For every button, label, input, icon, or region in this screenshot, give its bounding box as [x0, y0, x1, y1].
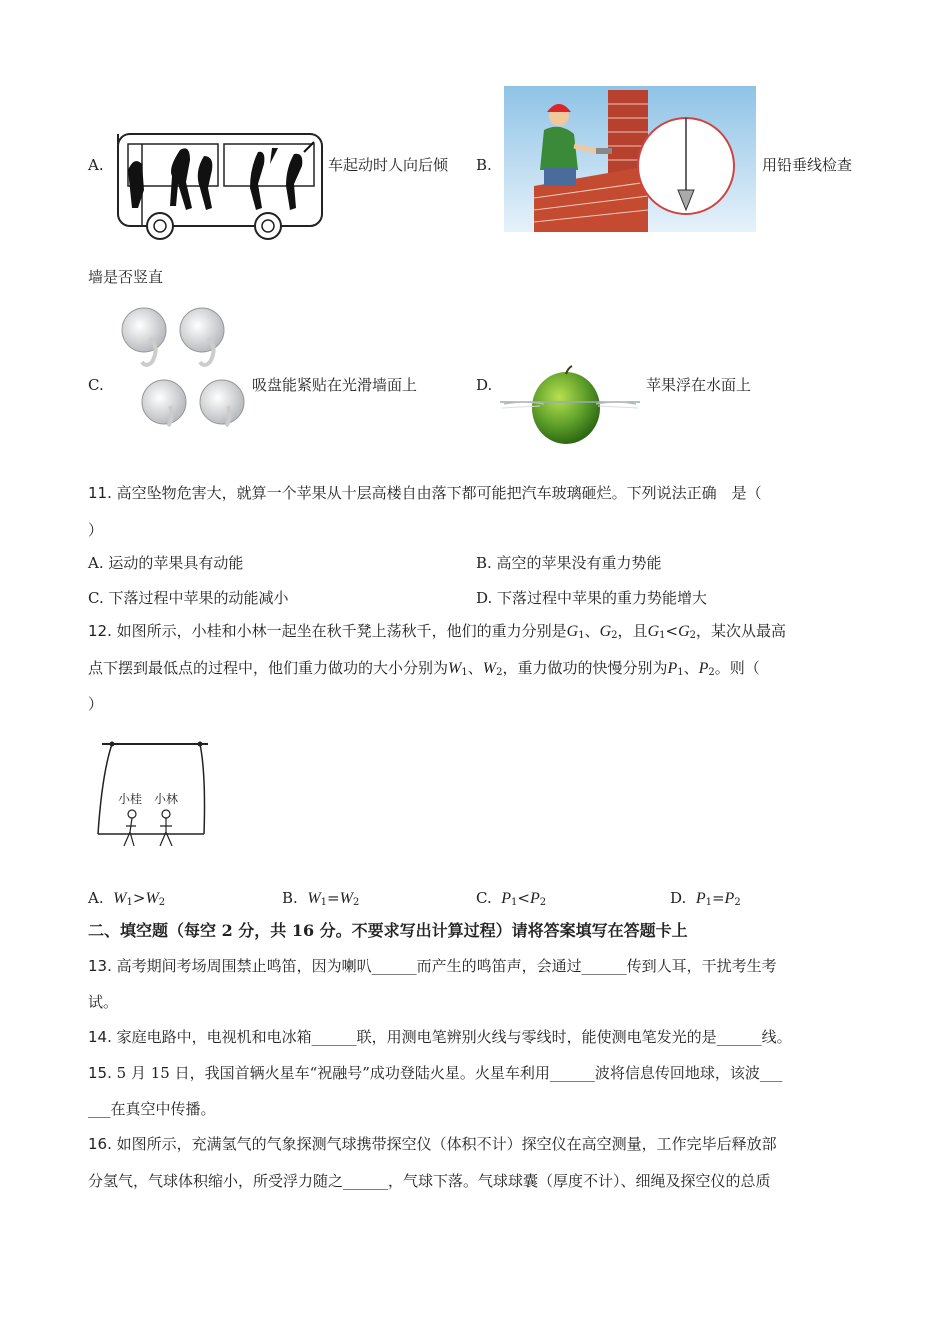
question-11-option-b: B. 高空的苹果没有重力势能: [476, 554, 662, 572]
separator: 、: [683, 659, 699, 677]
question-number: 16.: [88, 1135, 112, 1153]
question-text: 高考期间考场周围禁止鸣笛，因为喇叭______而产生的鸣笛声，会通过______传到人耳，干扰考生考: [116, 957, 777, 975]
question-16-line-1: [88, 1134, 777, 1154]
question-text: 高空坠物危害大，就算一个苹果从十层高楼自由落下都可能把汽车玻璃砸烂。下列说法正确 是（: [116, 484, 762, 502]
option-a-letter: A.: [88, 156, 104, 174]
question-number: 12.: [88, 622, 112, 640]
question-11-stem: [88, 483, 762, 503]
question-text: 如图所示，小桂和小林一起坐在秋千凳上荡秋千，他们的重力分别是: [116, 622, 567, 640]
question-12-option-a: A. $W_1>W_2$: [88, 889, 166, 908]
question-text: ，某次从最高: [696, 622, 787, 640]
question-12-line-1: 12. 如图所示，小桂和小林一起坐在秋千凳上荡秋千，他们的重力分别是$G_1$、$G_2$，且$G_1<G_2$，某次从最高: [88, 622, 787, 641]
question-12-option-c: C. $P_1<P_2$: [476, 889, 547, 908]
label-xiaolin: 小林: [154, 792, 179, 806]
option-letter: A.: [88, 889, 104, 907]
question-number: 11.: [88, 484, 112, 502]
option-c-letter: C.: [88, 376, 104, 394]
option-letter: B.: [282, 889, 298, 907]
question-text: 点下摆到最低点的过程中，他们重力做功的大小分别为: [88, 659, 449, 677]
question-11-option-a: A. 运动的苹果具有动能: [88, 554, 244, 572]
question-13-line-2: 试。: [88, 993, 119, 1011]
section-2-heading: 二、填空题（每空 2 分，共 16 分。不要求写出计算过程）请将答案填写在答题卡上: [88, 921, 688, 940]
question-11-close-paren: ）: [88, 521, 104, 539]
question-15-line-1: [88, 1063, 782, 1083]
option-b-text-continued: 墙是否竖直: [88, 268, 164, 286]
option-d-letter: D.: [476, 376, 493, 394]
question-text: ，且: [617, 622, 648, 640]
question-11-option-d: D. 下落过程中苹果的重力势能增大: [476, 589, 708, 607]
swing-figure: [96, 736, 212, 854]
option-letter: D.: [670, 889, 687, 907]
question-16-line-2: 分氢气，气球体积缩小，所受浮力随之______，气球下落。气球球囊（厚度不计）、细绳及探空仪的总质: [88, 1172, 771, 1190]
option-letter: C.: [476, 889, 492, 907]
separator: 、: [584, 622, 600, 640]
option-a-text: 车起动时人向后倾: [328, 156, 449, 174]
option-d-text: 苹果浮在水面上: [646, 376, 752, 394]
question-12-option-b: B. $W_1=W_2$: [282, 889, 360, 908]
bus-illustration: [108, 130, 328, 242]
question-13-line-1: [88, 956, 777, 976]
option-b-text: 用铅垂线检查: [762, 156, 853, 174]
question-14-line-1: [88, 1027, 792, 1047]
question-12-close-paren: ）: [88, 695, 104, 713]
question-text: 5 月 15 日，我国首辆火星车“祝融号”成功登陆火星。火星车利用______波将信息传回地球，该波___: [116, 1064, 783, 1082]
question-text: ，重力做功的快慢分别为: [502, 659, 668, 677]
question-11-option-c: C. 下落过程中苹果的动能减小: [88, 589, 289, 607]
question-number: 14.: [88, 1028, 112, 1046]
floating-apple-illustration: [500, 368, 640, 448]
separator: 、: [467, 659, 483, 677]
suction-cups-illustration: [112, 302, 252, 434]
question-text: 家庭电路中，电视机和电冰箱______联，用测电笔辨别火线与零线时，能使测电笔发光的是______线。: [116, 1028, 792, 1046]
question-12-line-2: 点下摆到最低点的过程中，他们重力做功的大小分别为$W_1$、$W_2$，重力做功的快慢分别为$P_1$、$P_2$。则（: [88, 659, 760, 678]
question-12-option-d: D. $P_1=P_2$: [670, 889, 741, 908]
question-number: 13.: [88, 957, 112, 975]
question-number: 15.: [88, 1064, 112, 1082]
question-text: 如图所示，充满氢气的气象探测气球携带探空仪（体积不计）探空仪在高空测量，工作完毕后释放部: [116, 1135, 777, 1153]
label-xiaogui: 小桂: [118, 792, 143, 806]
option-b-letter: B.: [476, 156, 492, 174]
option-c-text: 吸盘能紧贴在光滑墙面上: [252, 376, 418, 394]
bricklayer-plumb-line-illustration: [504, 86, 756, 232]
question-text: 。则（: [714, 659, 760, 677]
question-15-line-2: ___在真空中传播。: [88, 1100, 216, 1118]
